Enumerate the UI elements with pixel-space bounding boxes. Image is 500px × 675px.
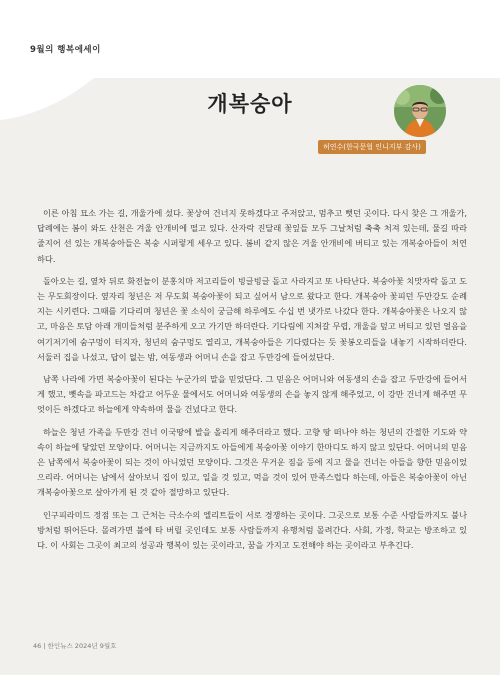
author-tag: 허연수(한국문협 인니지부 감사) — [318, 140, 426, 154]
essay-paragraph: 이른 아침 묘소 가는 길, 개울가에 섰다. 꽃상여 건너지 못하겠다고 주저앉고, 멈추고 뻣던 곳이다. 다시 찾은 그 개울가, 답례에는 봄이 와도 산천은 겨울 안개비에 떨고 있다. 산자락 진달래 꽃잎들 모두 그날처럼 축축 처져 있는데, 물길 따라 줄지어 선 있는 개복숭아들은 복숭 시퍼렇게 세우고 있다. 봄비 같지 않은 겨울 안개비에 버티고 있는 개복숭아들이 처연하다. — [37, 208, 467, 264]
essay-body — [37, 206, 467, 560]
page-number: 46 — [33, 642, 42, 650]
footer-divider: | — [43, 642, 48, 650]
author-photo — [394, 85, 446, 137]
essay-paragraph: 돌아오는 길, 옆차 뒤로 화전놀이 분홍치마 저고리들이 빙글빙글 돌고 사라지고 또 나타난다. 복숭아꽃 치맛자락 돌고 도는 무도회장이다. 옆자리 청년은 저 무도회 복숭아꽃이 되고 싶어서 남으로 왔다고 한다. 개복숭아 꽃피던 두만강도 순례지는 시키련다. 그때를 기다리며 청년은 꽃 소식이 궁금해 하루에도 수십 번 냇가로 나갔다 한다. 개복숭아꽃은 나오지 않고, 마음은 토담 아래 개미들처럼 분주하게 오고 가기만 하더란다. 기다림에 지쳐갈 무렵, 개울을 덮고 버티고 있던 얼음을 여기저기에 숨구멍이 터지자, 청년의 숨구멍도 열리고, 개복숭아들은 기다렸다는 듯 꽃봉오리들을 내놓기 시작하더란다. 서둘러 집을 나섰고, 답이 없는 밤, 여동생과 어머니 손을 잡고 두만강에 들어섰단다. — [37, 275, 467, 362]
essay-paragraph: 하늘은 청년 가족을 두만강 건너 이국땅에 발을 올리게 해주더라고 했다. 고향 땅 떠나야 하는 청년의 간절한 기도와 약속이 하늘에 닿았던 모양이다. 어머니는 지금까지도 아들에게 복숭아꽃 이야기 한마디도 하지 않고 있단다. 어머니의 믿음은 남쪽에서 복숭아꽃이 되는 것이 아니었던 모양이다. 그것은 무거운 짐을 등에 지고 물을 건너는 아들을 향한 믿음이었으리라. 어머니는 남에서 살아보니 집이 있고, 일을 것 있고, 먹을 것이 있어 만족스럽다 하는데, 아들은 복숭아꽃이 아닌 개복숭아꽃으로 살아가게 된 것 같아 절망하고 있단다. — [37, 426, 467, 498]
page-title: 개복숭아 — [207, 92, 293, 116]
section-label: 9월의 행복에세이 — [30, 45, 101, 55]
essay-paragraph: 남쪽 나라에 가면 복숭아꽃이 된다는 누군가의 말을 믿었단다. 그 믿음은 어머니와 여동생의 손을 잡고 두만강에 들어서게 했고, 뼛속을 파고드는 차갑고 어두운 물에서도 어머니와 여동생의 손을 놓지 않게 해주었고, 이 강만 건너게 해주면 무엇이든 하겠다고 하늘에게 약속하며 물을 건넜다고 한다. — [37, 374, 467, 415]
publication-name: 한인뉴스 2024년 9월호 — [47, 642, 117, 650]
page-footer — [33, 641, 116, 650]
essay-paragraph: 인구피라미드 정점 또는 그 근처는 극소수의 엘리트들이 서로 경쟁하는 곳이다. 그곳으로 보통 수준 사람들까지도 불나방처럼 뛰어든다. 몰려가면 불에 타 버릴 곳인데도 보통 사람들까지 유행처럼 몰려간다. 사회, 가정, 학교는 방조하고 있다. 이 사회는 그곳이 최고의 성공과 행복이 있는 곳이라고, 꿈을 가지고 도전해야 하는 곳이라고 부추긴다. — [37, 509, 467, 551]
